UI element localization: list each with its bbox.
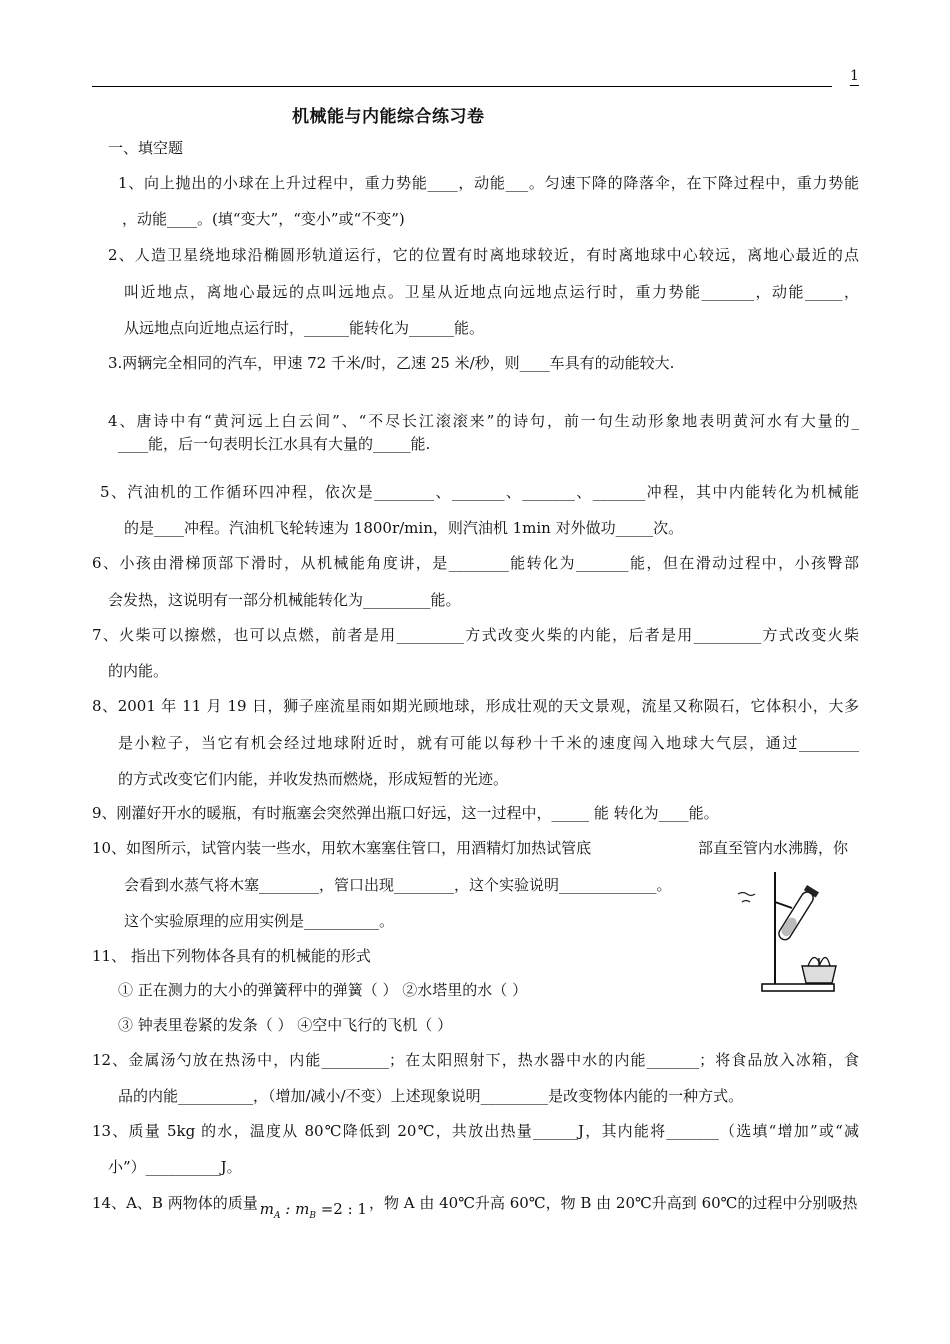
q10-line2: 会看到水蒸气将木塞________，管口出现________，这个实验说明_____________。 [124, 876, 672, 894]
test-tube-heating-figure [728, 862, 856, 1000]
steam-mark [738, 893, 755, 896]
steam-mark [742, 901, 750, 903]
q11-line: 11、 指出下列物体各具有的机械能的形式 [92, 947, 371, 965]
q6-line2: 会发热，这说明有一部分机械能转化为_________能。 [108, 591, 461, 609]
q12-line1: 12、金属汤勺放在热汤中，内能_________；在太阳照射下，热水器中水的内能_______；将食品放入冰箱，食 [92, 1051, 859, 1069]
q6-line1: 6、小孩由滑梯顶部下滑时，从机械能角度讲，是________能转化为_______能，但在滑动过程中，小孩臀部 [92, 554, 859, 572]
q1-line1: 1、向上抛出的小球在上升过程中，重力势能____，动能___。匀速下降的降落伞，在下降过程中，重力势能 [118, 174, 859, 192]
q7-line1: 7、火柴可以擦燃，也可以点燃，前者是用_________方式改变火柴的内能，后者是用_________方式改变火柴 [92, 626, 859, 644]
q5-line2: 的是____冲程。汽油机飞轮转速为 1800r/min，则汽油机 1min 对外做功_____次。 [124, 519, 684, 537]
q8-line2: 是小粒子，当它有机会经过地球附近时，就有可能以每秒十千米的速度闯入地球大气层，通过________ [118, 734, 859, 752]
page-number: 1 [850, 68, 859, 84]
q9-line: 9、刚灌好开水的暖瓶，有时瓶塞会突然弹出瓶口好远，这一过程中，_____ 能 转化为____能。 [92, 804, 719, 822]
q2-line3: 从远地点向近地点运行时，______能转化为______能。 [124, 319, 485, 337]
q2-line1: 2、人造卫星绕地球沿椭圆形轨道运行，它的位置有时离地球较近，有时离地球中心较远，离地心最近的点 [108, 246, 859, 264]
q14-line [92, 1193, 857, 1220]
q10-line1-part1: 10、如图所示，试管内装一些水，用软木塞塞住管口，用酒精灯加热试管底 [92, 839, 592, 857]
q7-line2: 的内能。 [108, 662, 169, 680]
stand-clamp [775, 902, 792, 908]
cork [804, 885, 819, 898]
q4-line1: 4、唐诗中有“黄河远上白云间”、“不尽长江滚滚来”的诗句，前一句生动形象地表明黄河水有大量的_ [108, 412, 859, 430]
q5-line1: 5、汽油机的工作循环四冲程，依次是________、_______、_______、_______冲程，其中内能转化为机械能 [100, 483, 859, 501]
page-title: 机械能与内能综合练习卷 [292, 107, 485, 127]
q10-line3: 这个实验原理的应用实例是__________。 [124, 912, 395, 930]
header-rule [92, 86, 832, 87]
q13-line1: 13、质量 5kg 的水，温度从 80℃降低到 20℃，共放出热量______J，其内能将_______（选填“增加”或“减 [92, 1122, 859, 1140]
q11-items-line2: ③ 钟表里卷紧的发条（ ） ④空中飞行的飞机（ ） [118, 1016, 453, 1034]
stand-base [762, 984, 834, 991]
q2-line2: 叫近地点，离地心最远的点叫远地点。卫星从近地点向远地点运行时，重力势能_______，动能_____， [124, 283, 859, 301]
q4-line2: ____能，后一句表明长江水具有大量的_____能. [118, 435, 431, 453]
q14-text-before: 14、A、B 两物体的质量 [92, 1194, 258, 1212]
q3-line: 3.两辆完全相同的汽车，甲速 72 千米/时，乙速 25 米/秒，则____车具有的动能较大. [108, 354, 675, 372]
mass-ratio-formula: $m_A$ : $m_B =2$ : 1 [259, 1200, 367, 1221]
q11-items-line1: ① 正在测力的大小的弹簧秤中的弹簧（ ） ②水塔里的水（ ） [118, 981, 528, 999]
q8-line3: 的方式改变它们内能，并收发热而燃烧，形成短暂的光迹。 [118, 770, 509, 788]
test-tube [776, 885, 819, 942]
q14-text-after: ，物 A 由 40℃升高 60℃，物 B 由 20℃升高到 60℃的过程中分别吸热 [368, 1194, 858, 1212]
q1-line2: ，动能____。(填“变大”，“变小”或“不变”) [122, 210, 405, 228]
q10-line1-part2: 部直至管内水沸腾，你 [698, 839, 849, 857]
alcohol-lamp [802, 966, 836, 983]
section-heading: 一、填空题 [108, 139, 184, 157]
q8-line1: 8、2001 年 11 月 19 日，狮子座流星雨如期光顾地球，形成壮观的天文景观，流星又称陨石，它体积小，大多 [92, 697, 859, 715]
q13-line2: 小”）__________J。 [108, 1158, 242, 1176]
q12-line2: 品的内能__________，（增加/减小/不变）上述现象说明_________是改变物体内能的一种方式。 [118, 1087, 744, 1105]
